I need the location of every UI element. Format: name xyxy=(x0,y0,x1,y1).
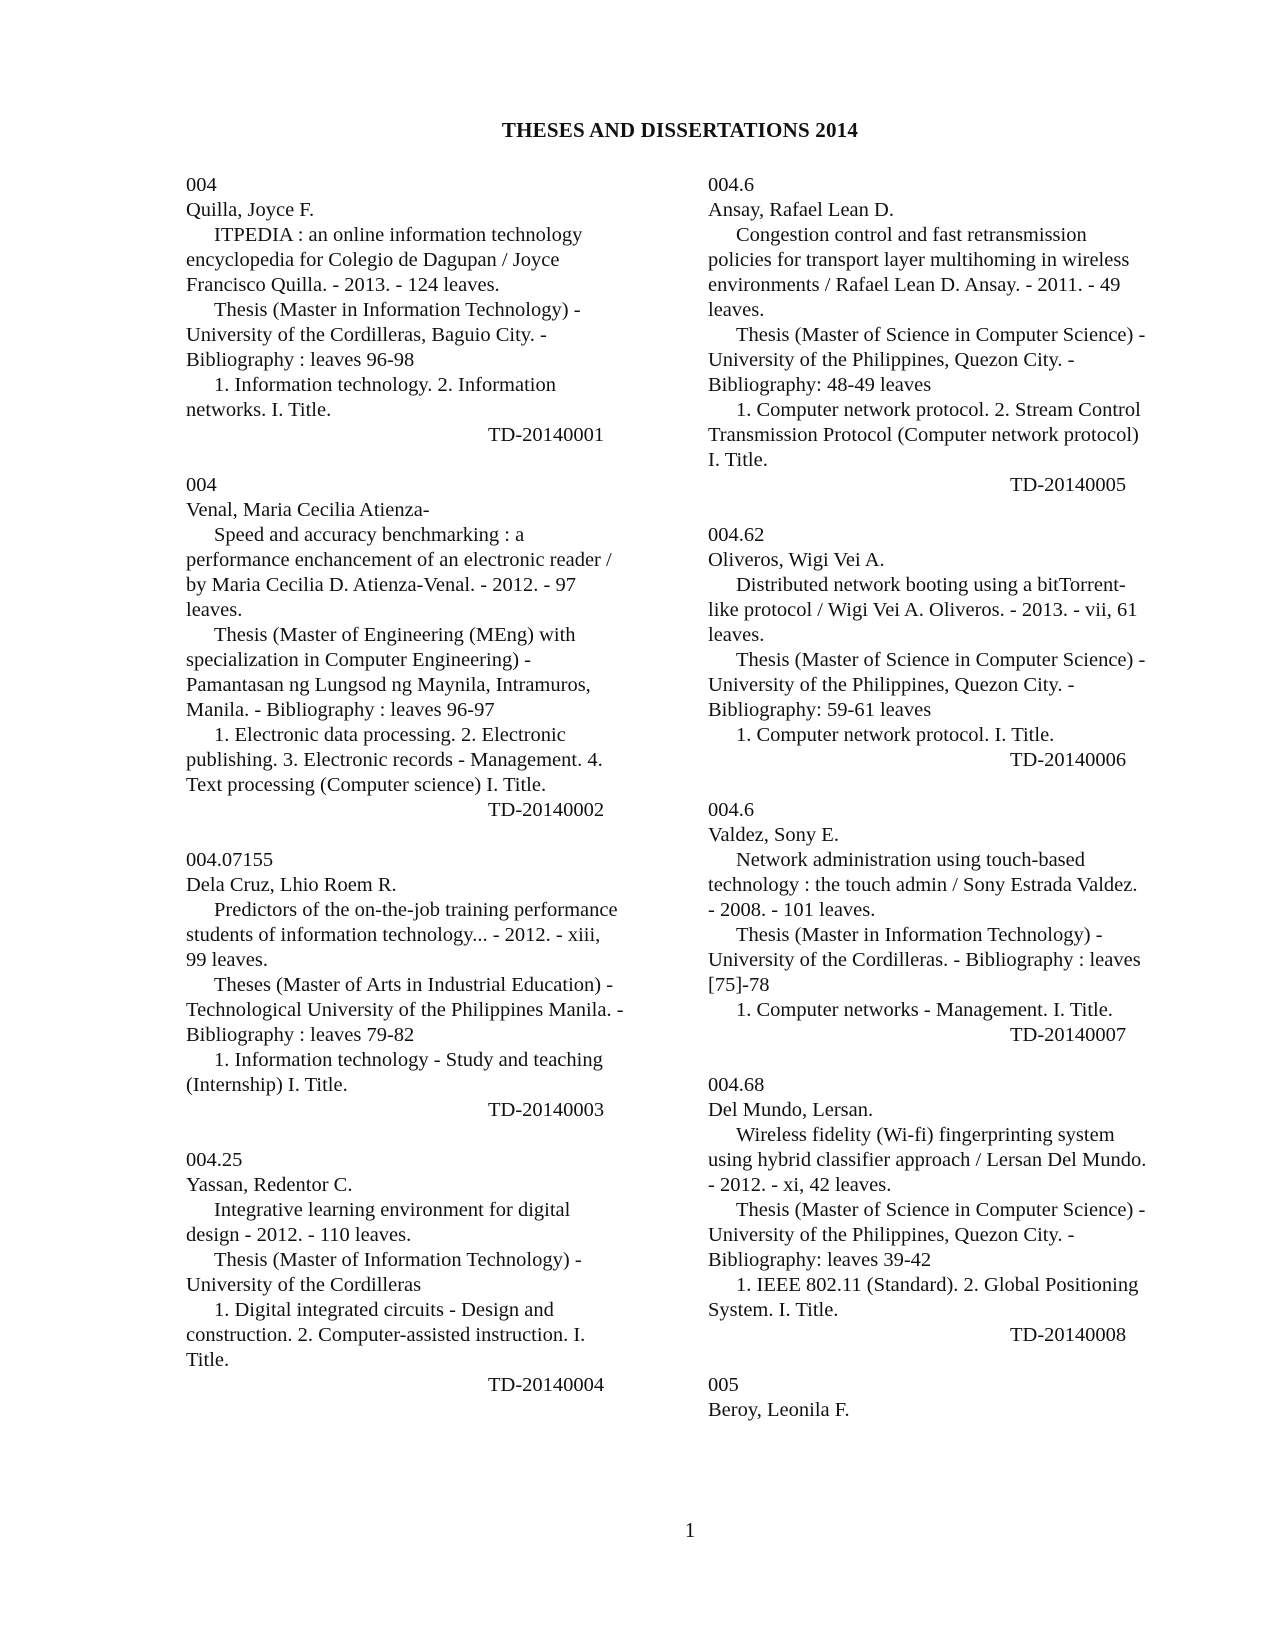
entry-text-line: University of the Cordilleras, Baguio City. - xyxy=(186,324,547,346)
entry-text-line: Bibliography : leaves 96-98 xyxy=(186,349,415,371)
entry-text-line: leaves. xyxy=(708,299,765,321)
catalog-entry xyxy=(708,523,1183,773)
right-column xyxy=(708,173,1183,1448)
entry-text-line: (Internship) I. Title. xyxy=(186,1074,348,1096)
author: Venal, Maria Cecilia Atienza- xyxy=(186,499,430,521)
entry-text-line: 1. Computer network protocol. I. Title. xyxy=(736,724,1055,746)
entry-text-line: specialization in Computer Engineering) - xyxy=(186,649,531,671)
call-number: 004.62 xyxy=(708,524,765,546)
entry-text-line: [75]-78 xyxy=(708,974,770,996)
record-id: TD-20140003 xyxy=(488,1099,605,1121)
page-number: 1 xyxy=(684,1518,696,1542)
call-number: 005 xyxy=(708,1374,739,1396)
call-number: 004.6 xyxy=(708,799,755,821)
entry-text-line: Bibliography: leaves 39-42 xyxy=(708,1249,932,1271)
catalog-entry xyxy=(708,798,1183,1048)
entry-text-line: Technological University of the Philippines Manila. - xyxy=(186,999,624,1021)
entry-text-line: networks. I. Title. xyxy=(186,399,332,421)
entry-text-line: System. I. Title. xyxy=(708,1299,839,1321)
author: Quilla, Joyce F. xyxy=(186,199,315,221)
author: Beroy, Leonila F. xyxy=(708,1399,850,1421)
entry-text-line: Integrative learning environment for digital xyxy=(214,1199,571,1221)
entry-text-line: ITPEDIA : an online information technology xyxy=(214,224,583,246)
call-number: 004.25 xyxy=(186,1149,243,1171)
catalog-entry xyxy=(186,1148,661,1398)
entry-text-line: Bibliography : leaves 79-82 xyxy=(186,1024,415,1046)
author: Oliveros, Wigi Vei A. xyxy=(708,549,885,571)
entry-text-line: Distributed network booting using a bitTorrent- xyxy=(736,574,1126,596)
entry-text-line: Thesis (Master of Science in Computer Science) - xyxy=(736,1199,1146,1221)
entry-text-line: Pamantasan ng Lungsod ng Maynila, Intramuros, xyxy=(186,674,591,696)
entry-text-line: performance enchancement of an electronic reader / xyxy=(186,549,612,571)
author: Ansay, Rafael Lean D. xyxy=(708,199,894,221)
entry-text-line: Speed and accuracy benchmarking : a xyxy=(214,524,525,546)
entry-text-line: using hybrid classifier approach / Lersan Del Mundo. xyxy=(708,1149,1147,1171)
author: Valdez, Sony E. xyxy=(708,824,839,846)
entry-text-line: like protocol / Wigi Vei A. Oliveros. - 2013. - vii, 61 xyxy=(708,599,1138,621)
entry-text-line: 99 leaves. xyxy=(186,949,268,971)
catalog-entry xyxy=(186,848,661,1123)
record-id: TD-20140005 xyxy=(1010,474,1127,496)
catalog-entry xyxy=(708,173,1183,498)
entry-text-line: Predictors of the on-the-job training performance xyxy=(214,899,618,921)
left-column xyxy=(186,173,661,1423)
page-title: THESES AND DISSERTATIONS 2014 xyxy=(501,118,859,142)
entry-text-line: 1. Electronic data processing. 2. Electronic xyxy=(214,724,566,746)
entry-text-line: Thesis (Master in Information Technology) - xyxy=(736,924,1103,946)
call-number: 004 xyxy=(186,174,217,196)
entry-text-line: Theses (Master of Arts in Industrial Education) - xyxy=(214,974,614,996)
entry-text-line: leaves. xyxy=(186,599,243,621)
entry-text-line: University of the Cordilleras. - Bibliography : leaves xyxy=(708,949,1141,971)
entry-text-line: students of information technology... - 2012. - xiii, xyxy=(186,924,601,946)
author: Dela Cruz, Lhio Roem R. xyxy=(186,874,397,896)
entry-text-line: by Maria Cecilia D. Atienza-Venal. - 2012. - 97 xyxy=(186,574,576,596)
catalog-entry xyxy=(708,1073,1183,1348)
entry-text-line: Congestion control and fast retransmission xyxy=(736,224,1087,246)
entry-text-line: environments / Rafael Lean D. Ansay. - 2011. - 49 xyxy=(708,274,1121,296)
entry-text-line: design - 2012. - 110 leaves. xyxy=(186,1224,412,1246)
entry-text-line: Title. xyxy=(186,1349,230,1371)
entry-text-line: Bibliography: 59-61 leaves xyxy=(708,699,932,721)
entry-text-line: University of the Philippines, Quezon City. - xyxy=(708,1224,1075,1246)
entry-text-line: 1. Information technology. 2. Information xyxy=(214,374,556,396)
call-number: 004.6 xyxy=(708,174,755,196)
entry-text-line: - 2012. - xi, 42 leaves. xyxy=(708,1174,892,1196)
entry-text-line: Text processing (Computer science) I. Title. xyxy=(186,774,547,796)
entry-text-line: publishing. 3. Electronic records - Management. 4. xyxy=(186,749,603,771)
entry-text-line: policies for transport layer multihoming in wireless xyxy=(708,249,1130,271)
entry-text-line: 1. Computer network protocol. 2. Stream Control xyxy=(736,399,1141,421)
call-number: 004.68 xyxy=(708,1074,765,1096)
record-id: TD-20140006 xyxy=(1010,749,1127,771)
entry-text-line: Wireless fidelity (Wi-fi) fingerprinting system xyxy=(736,1124,1115,1146)
author: Yassan, Redentor C. xyxy=(186,1174,353,1196)
entry-text-line: Francisco Quilla. - 2013. - 124 leaves. xyxy=(186,274,500,296)
entry-text-line: - 2008. - 101 leaves. xyxy=(708,899,876,921)
catalog-entry xyxy=(186,173,661,448)
entry-text-line: 1. IEEE 802.11 (Standard). 2. Global Positioning xyxy=(736,1274,1139,1296)
entry-text-line: Thesis (Master in Information Technology) - xyxy=(214,299,581,321)
entry-text-line: Bibliography: 48-49 leaves xyxy=(708,374,932,396)
entry-text-line: construction. 2. Computer-assisted instruction. I. xyxy=(186,1324,586,1346)
record-id: TD-20140004 xyxy=(488,1374,605,1396)
entry-text-line: Transmission Protocol (Computer network protocol) xyxy=(708,424,1139,446)
author: Del Mundo, Lersan. xyxy=(708,1099,874,1121)
record-id: TD-20140008 xyxy=(1010,1324,1127,1346)
call-number: 004.07155 xyxy=(186,849,274,871)
entry-text-line: 1. Digital integrated circuits - Design and xyxy=(214,1299,554,1321)
catalog-entry xyxy=(708,1373,1183,1423)
record-id: TD-20140007 xyxy=(1010,1024,1127,1046)
entry-text-line: leaves. xyxy=(708,624,765,646)
record-id: TD-20140002 xyxy=(488,799,605,821)
entry-text-line: technology : the touch admin / Sony Estrada Valdez. xyxy=(708,874,1138,896)
entry-text-line: 1. Computer networks - Management. I. Title. xyxy=(736,999,1113,1021)
entry-text-line: University of the Philippines, Quezon City. - xyxy=(708,674,1075,696)
entry-text-line: Thesis (Master of Science in Computer Science) - xyxy=(736,649,1146,671)
entry-text-line: Thesis (Master of Science in Computer Science) - xyxy=(736,324,1146,346)
call-number: 004 xyxy=(186,474,217,496)
entry-text-line: encyclopedia for Colegio de Dagupan / Joyce xyxy=(186,249,560,271)
entry-text-line: University of the Cordilleras xyxy=(186,1274,422,1296)
entry-text-line: Thesis (Master of Information Technology) - xyxy=(214,1249,582,1271)
entry-text-line: Network administration using touch-based xyxy=(736,849,1086,871)
entry-text-line: Thesis (Master of Engineering (MEng) with xyxy=(214,624,576,646)
entry-text-line: University of the Philippines, Quezon City. - xyxy=(708,349,1075,371)
entry-text-line: 1. Information technology - Study and teaching xyxy=(214,1049,603,1071)
catalog-entry xyxy=(186,473,661,823)
record-id: TD-20140001 xyxy=(488,424,605,446)
entry-text-line: Manila. - Bibliography : leaves 96-97 xyxy=(186,699,495,721)
entry-text-line: I. Title. xyxy=(708,449,768,471)
